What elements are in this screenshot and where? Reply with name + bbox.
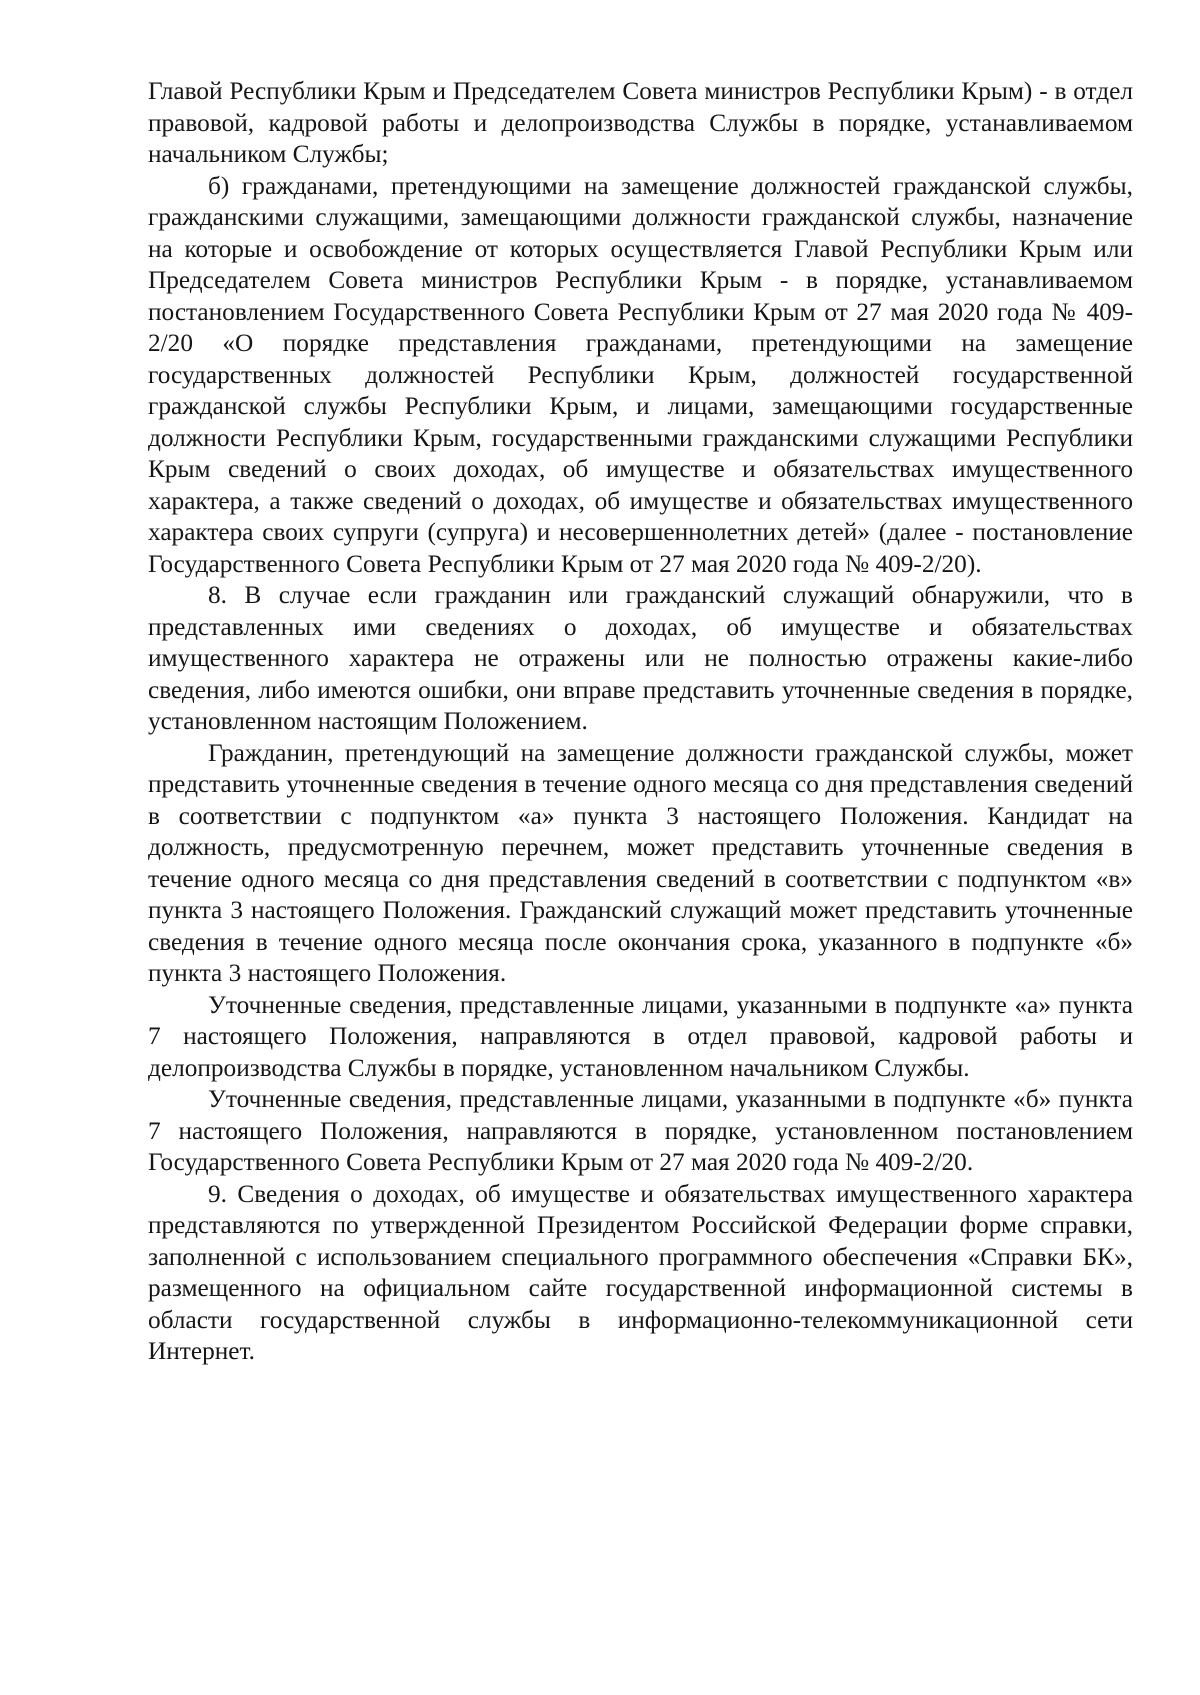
paragraph-refined-info-a: Уточненные сведения, представленные лицами, указанными в подпункте «а» пункта 7 настоящего Положения, направляются в отдел правовой, кадровой работы и делопроизводства Службы в порядке, установленном начальником Службы. [148,990,1133,1082]
paragraph-subitem-b: б) гражданами, претендующими на замещение должностей гражданской службы, гражданскими служащими, замещающими должности гражданской службы, назначение на которые и освобождение от которых осуществляется Главой Республики Крым или Председателем Совета министров Республики Крым - в порядке, устанавливаемом постановлением Государственного Совета Республики Крым от 27 мая 2020 года № 409-2/20 «О порядке представления гражданами, претендующими на замещение государственных должностей Республики Крым, должностей государственной гражданской службы Республики Крым, и лицами, замещающими государственные должности Республики Крым, государственными гражданскими служащими Республики Крым сведений о своих доходах, об имуществе и обязательствах имущественного характера, а также сведений о доходах, об имуществе и обязательствах имущественного характера своих супруги (супруга) и несовершеннолетних детей» (далее - постановление Государственного Совета Республики Крым от 27 мая 2020 года № 409-2/20). [148,171,1133,578]
paragraph-item-8: 8. В случае если гражданин или гражданский служащий обнаружили, что в представленных ими сведениях о доходах, об имуществе и обязательствах имущественного характера не отражены или не полностью отражены какие-либо сведения, либо имеются ошибки, они вправе представить уточненные сведения в порядке, установленном настоящим Положением. [148,581,1133,735]
paragraph-refined-info-b: Уточненные сведения, представленные лицами, указанными в подпункте «б» пункта 7 настоящего Положения, направляются в порядке, установленном постановлением Государственного Совета Республики Крым от 27 мая 2020 года № 409-2/20. [148,1085,1133,1176]
document-page [148,76,1133,1368]
paragraph-refined-info-terms: Гражданин, претендующий на замещение должности гражданской службы, может представить уточненные сведения в течение одного месяца со дня представления сведений в соответствии с подпунктом «а» пункта 3 настоящего Положения. Кандидат на должность, предусмотренную перечнем, может представить уточненные сведения в течение одного месяца со дня представления сведений в соответствии с подпунктом «в» пункта 3 настоящего Положения. Гражданский служащий может представить уточненные сведения в течение одного месяца после окончания срока, указанного в подпункте «б» пункта 3 настоящего Положения. [148,738,1133,987]
paragraph-item-9: 9. Сведения о доходах, об имуществе и обязательствах имущественного характера представляются по утвержденной Президентом Российской Федерации форме справки, заполненной с использованием специального программного обеспечения «Справки БК», размещенного на официальном сайте государственной информационной системы в области государственной службы в информационно-телекоммуникационной сети Интернет. [148,1179,1133,1365]
paragraph-continuation: Главой Республики Крым и Председателем Совета министров Республики Крым) - в отдел правовой, кадровой работы и делопроизводства Службы в порядке, устанавливаемом начальником Службы; [148,77,1133,168]
